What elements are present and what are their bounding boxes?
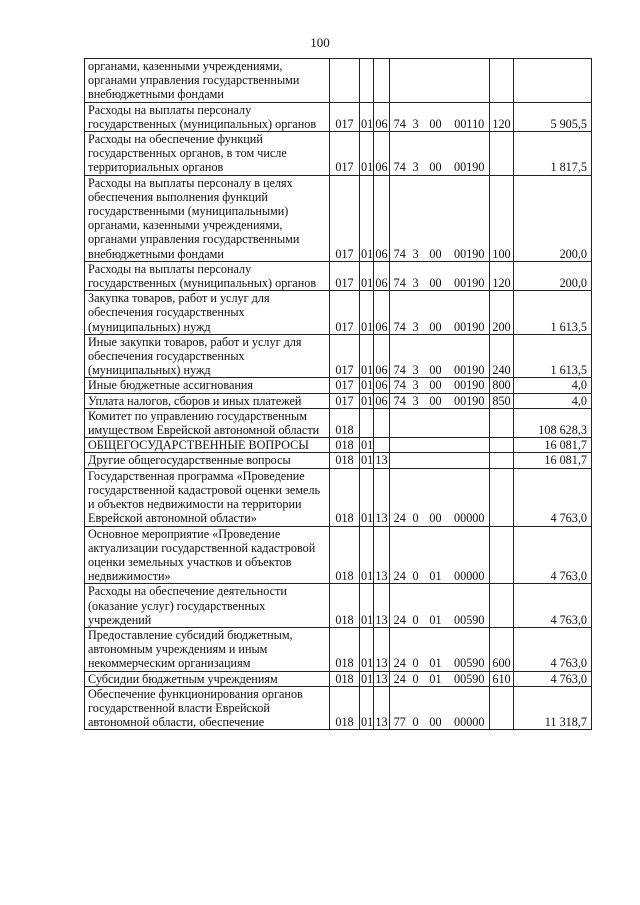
ministry-code-cell: 017 <box>330 291 360 335</box>
row-name-cell: Другие общегосударственные вопросы <box>85 453 330 468</box>
direction-code-cell: 01 <box>422 627 450 671</box>
ministry-code-cell: 018 <box>330 627 360 671</box>
subsection-code-cell: 06 <box>375 393 388 408</box>
ministry-code-cell: 018 <box>330 468 360 526</box>
expense-code-cell: 00190 <box>450 334 490 378</box>
program-code-cell: 74 <box>390 175 410 261</box>
expense-code-cell <box>450 453 490 468</box>
ministry-code-cell: 018 <box>330 438 360 453</box>
expense-code-cell: 00590 <box>450 627 490 671</box>
program-code-cell: 74 <box>390 378 410 393</box>
direction-code-cell: 00 <box>422 468 450 526</box>
row-name-cell: Расходы на обеспечение функций государственных органов, в том числе территориальных органов <box>85 132 330 176</box>
page-number: 100 <box>310 35 330 50</box>
expense-code-cell: 00190 <box>450 132 490 176</box>
subsection-code-cell: 13 <box>374 686 390 730</box>
subprogram-code-cell: 3 <box>410 102 422 131</box>
row-name-cell: Предоставление субсидий бюджетным, автономным учреждениям и иным некоммерческим организациям <box>85 627 330 671</box>
expense-code-cell: 00190 <box>450 175 490 261</box>
table-row <box>85 102 592 131</box>
row-name-cell: Обеспечение функционирования органов государственной власти Еврейской автономной области, обеспечение <box>85 686 330 730</box>
program-code-cell: 74 <box>390 291 410 335</box>
table-row <box>85 378 592 393</box>
direction-code-cell <box>422 453 450 468</box>
row-name-cell: органами, казенными учреждениями, органами управления государственными внебюджетными фондами <box>85 59 330 103</box>
direction-code-cell: 00 <box>422 261 450 290</box>
subsection-code-cell <box>374 438 390 453</box>
ministry-code-cell <box>330 59 360 103</box>
amount-cell: 11 318,7 <box>514 686 592 730</box>
amount-cell: 4 763,0 <box>514 468 592 526</box>
subprogram-code-cell: 3 <box>410 175 422 261</box>
row-name-cell: Комитет по управлению государственным имуществом Еврейской автономной области <box>85 408 330 437</box>
program-code-cell: 24 <box>390 468 410 526</box>
expense-type-cell: 120 <box>490 261 514 290</box>
ministry-code-cell: 018 <box>330 686 360 730</box>
subprogram-code-cell: 3 <box>410 261 422 290</box>
subprogram-code-cell: 0 <box>410 627 422 671</box>
program-code-cell <box>390 408 410 437</box>
expense-type-cell <box>490 59 514 103</box>
section-code-cell <box>360 408 374 437</box>
row-name-cell: Государственная программа «Проведение государственной кадастровой оценки земель и объектов недвижимости на территории Еврейской автономной области» <box>85 468 330 526</box>
subsection-code-cell: 06 <box>374 334 390 378</box>
expense-type-cell: 120 <box>490 102 514 131</box>
row-name-cell: Расходы на выплаты персоналу государственных (муниципальных) органов <box>85 102 330 131</box>
expense-code-cell: 00590 <box>450 671 490 686</box>
table-row <box>85 468 592 526</box>
table-row <box>85 132 592 176</box>
subprogram-code-cell <box>410 438 422 453</box>
direction-code-cell <box>422 438 450 453</box>
section-code-cell: 01 <box>361 671 374 686</box>
section-code-cell <box>360 59 374 103</box>
expense-type-cell: 610 <box>490 671 514 686</box>
expense-type-cell: 850 <box>490 393 514 408</box>
amount-cell: 4 763,0 <box>514 627 592 671</box>
expense-type-cell <box>490 453 514 468</box>
ministry-code-cell: 017 <box>330 378 360 393</box>
direction-code-cell: 00 <box>422 393 450 408</box>
ministry-code-cell: 017 <box>330 175 360 261</box>
ministry-code-cell: 017 <box>330 132 360 176</box>
table-row <box>85 59 592 103</box>
expense-type-cell <box>490 468 514 526</box>
expense-code-cell <box>450 59 490 103</box>
ministry-code-cell: 017 <box>330 334 360 378</box>
amount-cell: 200,0 <box>514 175 592 261</box>
table-row <box>85 671 592 686</box>
amount-cell: 16 081,7 <box>514 453 592 468</box>
row-name-cell: Субсидии бюджетным учреждениям <box>85 671 330 686</box>
section-code-cell: 01 <box>360 175 374 261</box>
subsection-code-cell: 06 <box>374 132 390 176</box>
expense-type-cell: 200 <box>490 291 514 335</box>
expense-type-cell <box>490 526 514 584</box>
subsection-code-cell: 13 <box>375 671 388 686</box>
ministry-code-cell: 017 <box>330 102 360 131</box>
subprogram-code-cell: 0 <box>410 526 422 584</box>
subprogram-code-cell: 0 <box>410 584 422 628</box>
expense-type-cell <box>490 584 514 628</box>
subsection-code-cell: 13 <box>375 453 388 468</box>
section-code-cell: 01 <box>360 261 374 290</box>
expense-type-cell: 600 <box>490 627 514 671</box>
expense-code-cell <box>450 408 490 437</box>
amount-cell: 4 763,0 <box>514 671 592 686</box>
direction-code-cell: 01 <box>422 526 450 584</box>
program-code-cell: 24 <box>390 627 410 671</box>
subsection-code-cell <box>374 59 390 103</box>
table-row <box>85 408 592 437</box>
section-code-cell: 01 <box>360 584 374 628</box>
expense-type-cell: 240 <box>490 334 514 378</box>
direction-code-cell <box>422 408 450 437</box>
section-code-cell: 01 <box>360 627 374 671</box>
expense-code-cell: 00000 <box>450 686 490 730</box>
program-code-cell <box>390 438 410 453</box>
section-code-cell: 01 <box>360 102 374 131</box>
subprogram-code-cell: 3 <box>410 132 422 176</box>
expense-code-cell: 00110 <box>450 102 490 131</box>
ministry-code-cell: 017 <box>330 393 360 408</box>
amount-cell: 4,0 <box>514 393 592 408</box>
row-name-cell: Закупка товаров, работ и услуг для обеспечения государственных (муниципальных) нужд <box>85 291 330 335</box>
expense-code-cell: 00590 <box>450 584 490 628</box>
expense-code-cell <box>450 438 490 453</box>
expense-type-cell <box>490 438 514 453</box>
expense-type-cell: 100 <box>490 175 514 261</box>
direction-code-cell: 00 <box>422 291 450 335</box>
amount-cell: 200,0 <box>514 261 592 290</box>
section-code-cell: 01 <box>361 438 374 453</box>
expense-code-cell: 00190 <box>450 291 490 335</box>
row-name-cell: ОБЩЕГОСУДАРСТВЕННЫЕ ВОПРОСЫ <box>85 438 330 453</box>
section-code-cell: 01 <box>360 686 374 730</box>
program-code-cell: 74 <box>390 261 410 290</box>
subsection-code-cell: 06 <box>375 378 388 393</box>
subprogram-code-cell: 3 <box>410 378 422 393</box>
subprogram-code-cell <box>410 408 422 437</box>
program-code-cell: 74 <box>390 102 410 131</box>
expense-code-cell: 00190 <box>450 261 490 290</box>
table-row <box>85 526 592 584</box>
ministry-code-cell: 018 <box>330 671 360 686</box>
table-row <box>85 453 592 468</box>
subsection-code-cell: 06 <box>374 291 390 335</box>
direction-code-cell: 00 <box>422 175 450 261</box>
direction-code-cell: 00 <box>422 378 450 393</box>
subsection-code-cell: 06 <box>374 261 390 290</box>
subsection-code-cell: 13 <box>374 584 390 628</box>
direction-code-cell: 00 <box>422 686 450 730</box>
amount-cell: 16 081,7 <box>514 438 592 453</box>
row-name-cell: Иные закупки товаров, работ и услуг для обеспечения государственных (муниципальных) нужд <box>85 334 330 378</box>
section-code-cell: 01 <box>360 526 374 584</box>
direction-code-cell: 01 <box>422 671 450 686</box>
subprogram-code-cell <box>410 59 422 103</box>
amount-cell: 4 763,0 <box>514 526 592 584</box>
expense-code-cell: 00000 <box>450 468 490 526</box>
direction-code-cell: 01 <box>422 584 450 628</box>
section-code-cell: 01 <box>361 378 374 393</box>
table-row <box>85 627 592 671</box>
subsection-code-cell: 06 <box>374 102 390 131</box>
expense-type-cell: 800 <box>490 378 514 393</box>
row-name-cell: Расходы на выплаты персоналу в целях обеспечения выполнения функций государственными (муниципальными) органами, казенными учреждениями, органами управления государственными внебюджетными фондами <box>85 175 330 261</box>
expense-code-cell: 00000 <box>450 526 490 584</box>
subsection-code-cell <box>374 408 390 437</box>
program-code-cell <box>390 453 410 468</box>
expense-type-cell <box>490 132 514 176</box>
table-row <box>85 584 592 628</box>
ministry-code-cell: 018 <box>330 408 360 437</box>
table-row <box>85 438 592 453</box>
section-code-cell: 01 <box>361 453 374 468</box>
direction-code-cell: 00 <box>422 102 450 131</box>
section-code-cell: 01 <box>360 132 374 176</box>
expense-code-cell: 00190 <box>450 378 490 393</box>
amount-cell: 1 613,5 <box>514 291 592 335</box>
amount-cell: 108 628,3 <box>514 408 592 437</box>
table-row <box>85 291 592 335</box>
expense-code-cell: 00190 <box>450 393 490 408</box>
row-name-cell: Основное мероприятие «Проведение актуализации государственной кадастровой оценки земельных участков и объектов недвижимости» <box>85 526 330 584</box>
row-name-cell: Расходы на обеспечение деятельности (оказание услуг) государственных учреждений <box>85 584 330 628</box>
budget-table <box>84 58 592 730</box>
amount-cell: 1 817,5 <box>514 132 592 176</box>
ministry-code-cell: 018 <box>330 584 360 628</box>
amount-cell: 4,0 <box>514 378 592 393</box>
program-code-cell: 74 <box>390 334 410 378</box>
subsection-code-cell: 13 <box>374 468 390 526</box>
subprogram-code-cell: 0 <box>410 468 422 526</box>
subsection-code-cell: 06 <box>374 175 390 261</box>
table-row <box>85 334 592 378</box>
program-code-cell: 24 <box>390 584 410 628</box>
table-row <box>85 175 592 261</box>
subprogram-code-cell: 3 <box>410 334 422 378</box>
subsection-code-cell: 13 <box>374 627 390 671</box>
section-code-cell: 01 <box>360 334 374 378</box>
program-code-cell: 24 <box>390 671 410 686</box>
row-name-cell: Уплата налогов, сборов и иных платежей <box>85 393 330 408</box>
program-code-cell: 77 <box>390 686 410 730</box>
section-code-cell: 01 <box>360 291 374 335</box>
subprogram-code-cell: 0 <box>410 671 422 686</box>
table-row <box>85 686 592 730</box>
direction-code-cell: 00 <box>422 334 450 378</box>
row-name-cell: Иные бюджетные ассигнования <box>85 378 330 393</box>
table-body <box>85 59 592 730</box>
expense-type-cell <box>490 408 514 437</box>
subprogram-code-cell: 3 <box>410 291 422 335</box>
amount-cell: 1 613,5 <box>514 334 592 378</box>
ministry-code-cell: 017 <box>330 261 360 290</box>
program-code-cell: 74 <box>390 132 410 176</box>
section-code-cell: 01 <box>361 393 374 408</box>
ministry-code-cell: 018 <box>330 453 360 468</box>
subprogram-code-cell: 0 <box>410 686 422 730</box>
row-name-cell: Расходы на выплаты персоналу государственных (муниципальных) органов <box>85 261 330 290</box>
amount-cell: 5 905,5 <box>514 102 592 131</box>
program-code-cell: 24 <box>390 526 410 584</box>
program-code-cell <box>390 59 410 103</box>
table-row <box>85 261 592 290</box>
amount-cell <box>514 59 592 103</box>
subprogram-code-cell <box>410 453 422 468</box>
section-code-cell: 01 <box>360 468 374 526</box>
direction-code-cell <box>422 59 450 103</box>
program-code-cell: 74 <box>390 393 410 408</box>
ministry-code-cell: 018 <box>330 526 360 584</box>
expense-type-cell <box>490 686 514 730</box>
amount-cell: 4 763,0 <box>514 584 592 628</box>
direction-code-cell: 00 <box>422 132 450 176</box>
subprogram-code-cell: 3 <box>410 393 422 408</box>
subsection-code-cell: 13 <box>374 526 390 584</box>
table-row <box>85 393 592 408</box>
